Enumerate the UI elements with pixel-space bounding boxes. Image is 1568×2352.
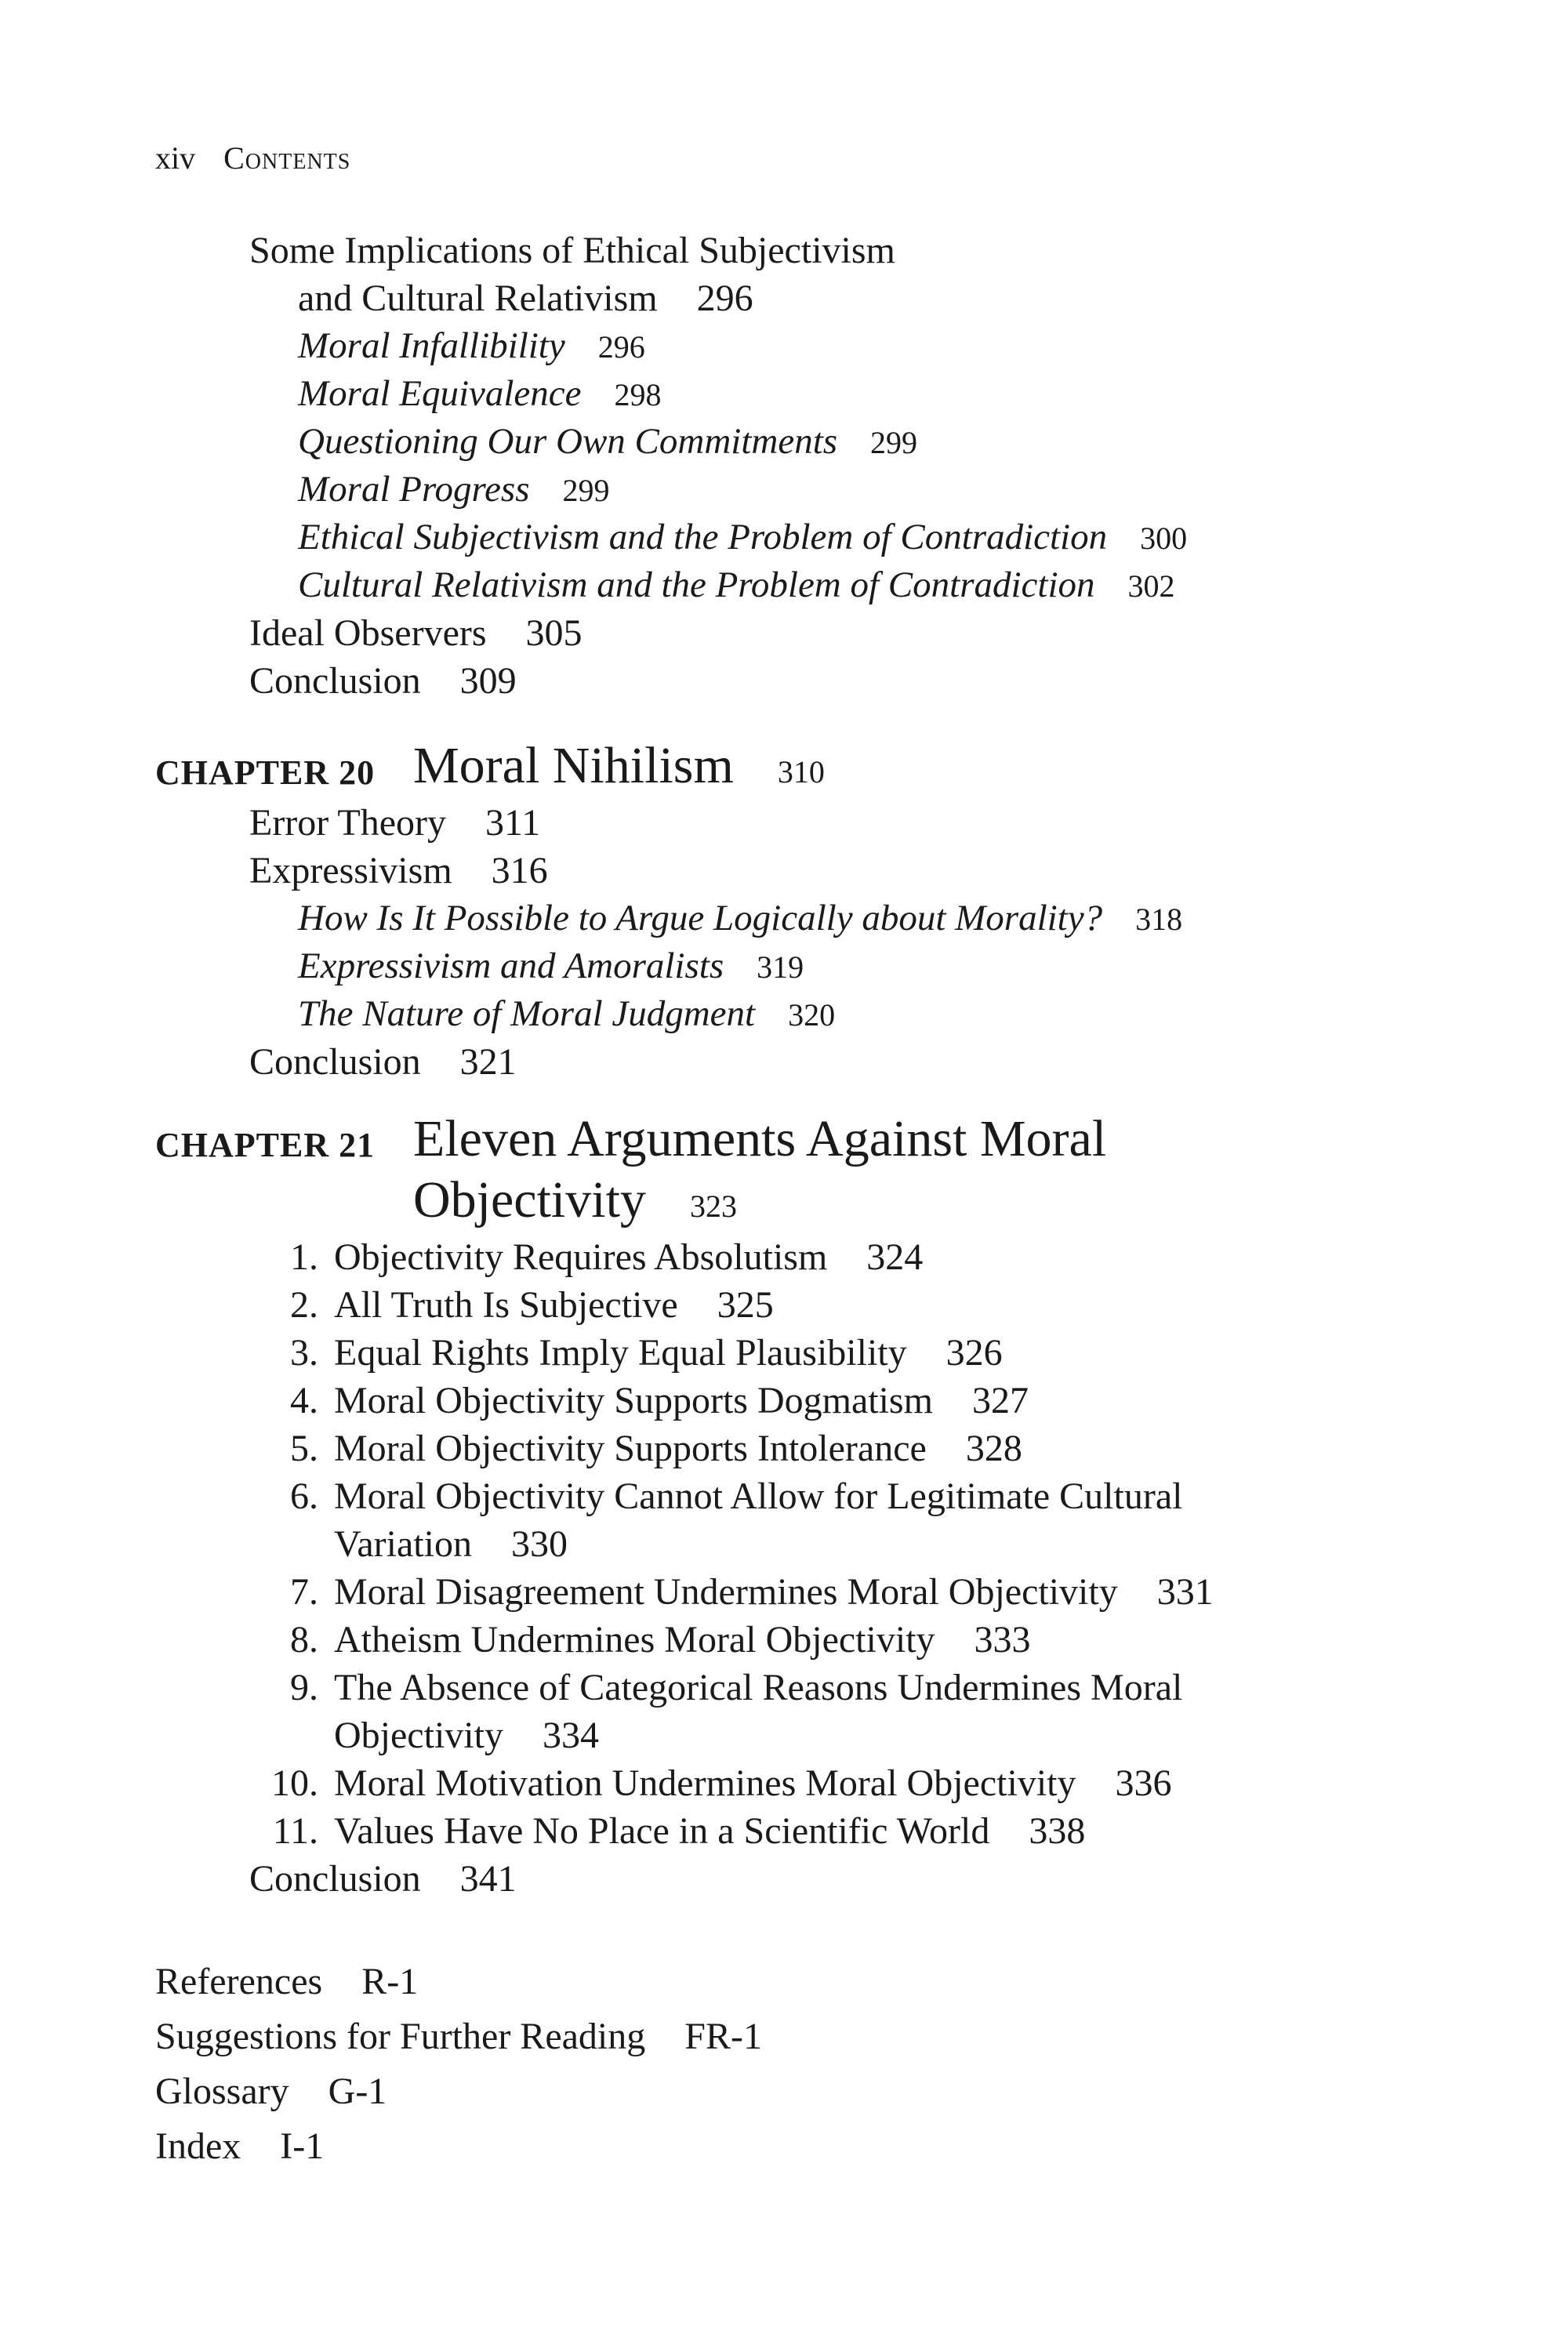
item-number: 11. (272, 1810, 318, 1852)
page-ref: 316 (491, 850, 548, 891)
toc-back-matter[interactable] (155, 2073, 387, 2111)
toc-numbered-item[interactable] (249, 1334, 1003, 1372)
section-title: and Cultural Relativism (298, 278, 658, 319)
item-number: 10. (271, 1762, 318, 1804)
section-title: Error Theory (249, 802, 447, 844)
page-ref: R-1 (361, 1961, 419, 2002)
item-title: The Absence of Categorical Reasons Undermines Moral (334, 1667, 1183, 1708)
subsection-title: Ethical Subjectivism and the Problem of Contradiction (298, 517, 1108, 557)
subsection-title: Cultural Relativism and the Problem of Contradiction (298, 564, 1095, 605)
page-ref: 333 (974, 1619, 1031, 1661)
toc-subsection[interactable] (298, 373, 662, 414)
toc-numbered-item[interactable] (249, 1669, 1182, 1707)
subsection-title: Questioning Our Own Commitments (298, 421, 838, 462)
chapter-title[interactable] (413, 1110, 1107, 1167)
toc-section[interactable] (249, 1860, 517, 1898)
item-number: 9. (290, 1667, 318, 1708)
chapter-title-text: Moral Nihilism (413, 737, 734, 794)
page-ref: 305 (525, 612, 583, 654)
toc-numbered-item[interactable] (249, 1573, 1214, 1611)
toc-subsection[interactable] (298, 471, 610, 508)
toc-numbered-item[interactable] (249, 1430, 1022, 1468)
toc-subsection[interactable] (298, 993, 836, 1034)
item-number: 7. (290, 1571, 318, 1613)
subsection-title: The Nature of Moral Judgment (298, 993, 756, 1034)
back-matter-title: Index (155, 2125, 241, 2167)
toc-subsection[interactable] (298, 325, 645, 366)
page-ref: 311 (485, 802, 541, 844)
toc-back-matter[interactable] (155, 2018, 762, 2056)
page-ref: 318 (1135, 902, 1183, 937)
page-ref: 327 (971, 1380, 1029, 1421)
toc-numbered-item[interactable] (249, 1284, 774, 1326)
page-ref: 328 (965, 1428, 1022, 1469)
section-title: Expressivism (249, 850, 452, 891)
chapter-title-continued[interactable] (413, 1171, 737, 1229)
page-ref: 341 (459, 1858, 517, 1900)
subsection-title: Moral Progress (298, 469, 530, 510)
toc-back-matter[interactable] (155, 1963, 418, 2001)
page-number: xiv (155, 140, 196, 176)
item-number: 1. (290, 1236, 318, 1278)
running-head (155, 140, 350, 176)
page-ref: 310 (777, 754, 825, 789)
item-number: 2. (290, 1284, 318, 1326)
item-title: Equal Rights Imply Equal Plausibility (334, 1332, 907, 1374)
page-ref: 330 (510, 1523, 568, 1565)
page-ref: 336 (1115, 1762, 1172, 1804)
item-title: Moral Motivation Undermines Moral Objectivity (334, 1762, 1076, 1804)
page-ref: G-1 (328, 2071, 387, 2112)
page-ref: 300 (1140, 521, 1188, 556)
toc-section[interactable] (249, 612, 583, 654)
toc-numbered-item-continued[interactable] (334, 1523, 568, 1565)
chapter-label: CHAPTER 20 (155, 753, 376, 792)
toc-subsection[interactable] (298, 423, 917, 460)
item-title: Objectivity Requires Absolutism (334, 1236, 828, 1278)
page-ref: FR-1 (684, 2016, 762, 2057)
item-title: Moral Objectivity Supports Dogmatism (334, 1380, 933, 1421)
item-number: 8. (290, 1619, 318, 1661)
page-ref: 323 (689, 1189, 737, 1224)
toc-numbered-item-continued[interactable] (334, 1717, 599, 1755)
chapter-title-text: Objectivity (413, 1171, 646, 1229)
page-ref: 299 (562, 473, 610, 508)
chapter-title-text: Eleven Arguments Against Moral (413, 1110, 1107, 1167)
toc-numbered-item[interactable] (249, 1475, 1183, 1517)
toc-subsection[interactable] (298, 519, 1187, 556)
running-title: Contents (223, 140, 351, 176)
item-title: Values Have No Place in a Scientific World (334, 1810, 990, 1852)
toc-numbered-item[interactable] (249, 1621, 1031, 1659)
toc-section[interactable] (249, 852, 548, 890)
item-number: 6. (290, 1475, 318, 1517)
item-title: Objectivity (334, 1715, 503, 1756)
item-title: Atheism Undermines Moral Objectivity (334, 1619, 935, 1661)
page-ref: 298 (614, 377, 662, 412)
section-title: Conclusion (249, 1858, 421, 1900)
toc-numbered-item[interactable] (249, 1810, 1086, 1852)
toc-section-continued[interactable] (298, 280, 753, 318)
page-ref: I-1 (280, 2125, 325, 2167)
section-title: Ideal Observers (249, 612, 487, 654)
toc-subsection[interactable] (298, 564, 1175, 605)
back-matter-title: Suggestions for Further Reading (155, 2016, 646, 2057)
item-number: 5. (290, 1428, 318, 1469)
item-title: Moral Objectivity Cannot Allow for Legitimate Cultural (334, 1475, 1183, 1517)
toc-subsection[interactable] (298, 948, 804, 985)
subsection-title: Moral Equivalence (298, 373, 582, 414)
item-title: Variation (334, 1523, 472, 1565)
toc-section[interactable] (249, 1041, 517, 1083)
toc-numbered-item[interactable] (249, 1236, 924, 1278)
toc-numbered-item[interactable] (249, 1382, 1029, 1420)
page-ref: 302 (1127, 568, 1175, 604)
page-ref: 299 (870, 425, 918, 460)
page-ref: 334 (542, 1715, 599, 1756)
toc-section[interactable] (249, 662, 517, 700)
page-ref: 321 (459, 1041, 517, 1083)
item-number: 4. (290, 1380, 318, 1421)
chapter-title[interactable] (413, 737, 825, 794)
page-ref: 309 (459, 660, 517, 702)
toc-section[interactable] (249, 232, 895, 270)
page-ref: 331 (1156, 1571, 1214, 1613)
subsection-title: Expressivism and Amoralists (298, 946, 724, 986)
item-number: 3. (290, 1332, 318, 1374)
page-ref: 338 (1029, 1810, 1086, 1852)
page-ref: 326 (946, 1332, 1003, 1374)
page-ref: 320 (788, 997, 836, 1033)
page-ref: 325 (717, 1284, 774, 1326)
item-title: All Truth Is Subjective (334, 1284, 678, 1326)
toc-section[interactable] (249, 804, 540, 842)
back-matter-title: Glossary (155, 2071, 289, 2112)
subsection-title: How Is It Possible to Argue Logically about Morality? (298, 898, 1103, 938)
subsection-title: Moral Infallibility (298, 325, 565, 366)
item-title: Moral Disagreement Undermines Moral Objectivity (334, 1571, 1118, 1613)
section-title: Some Implications of Ethical Subjectivism (249, 230, 895, 271)
page-ref: 324 (866, 1236, 924, 1278)
page-ref: 319 (757, 949, 804, 985)
toc-subsection[interactable] (298, 900, 1182, 937)
toc-back-matter[interactable] (155, 2125, 325, 2167)
section-title: Conclusion (249, 1041, 421, 1083)
toc-numbered-item[interactable] (249, 1762, 1172, 1804)
chapter-label: CHAPTER 21 (155, 1126, 376, 1164)
page-ref: 296 (696, 278, 753, 319)
back-matter-title: References (155, 1961, 323, 2002)
item-title: Moral Objectivity Supports Intolerance (334, 1428, 927, 1469)
page-ref: 296 (597, 329, 645, 365)
section-title: Conclusion (249, 660, 421, 702)
